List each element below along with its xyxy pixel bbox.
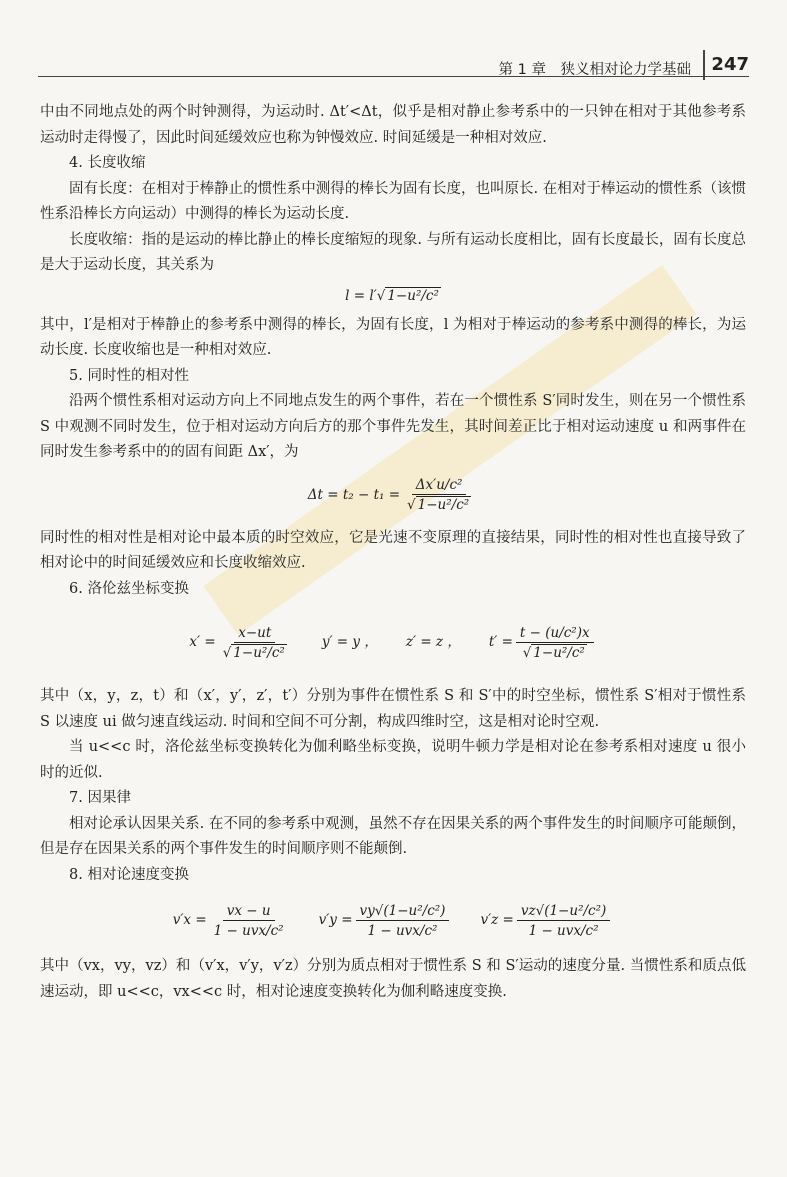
section-heading: 5. 同时性的相对性 bbox=[69, 367, 189, 384]
paragraph: 中由不同地点处的两个时钟测得，为运动时. Δt′<Δt，似乎是相对静止参考系中的一只钟在相对于其他参考系运动时走得慢了，因此时间延缓效应也称为钟慢效应. 时间延缓是一种相对效应. bbox=[40, 104, 746, 146]
fraction: $\frac{\text{t − (u/c²)x}}{\text{√ 1−u²/c²}}$ bbox=[516, 624, 594, 663]
fraction-numerator: vx − u bbox=[223, 902, 275, 921]
fraction-denominator: 1 − uvx/c² bbox=[213, 922, 284, 939]
formula-lhs: t′ = bbox=[488, 634, 513, 651]
fraction-numerator: t − (u/c²)x bbox=[516, 624, 594, 643]
page-body bbox=[40, 100, 746, 1005]
paragraph: 同时性的相对性是相对论中最本质的时空效应，它是光速不变原理的直接结果，同时性的相对性也直接导致了相对论中的时间延缓效应和长度收缩效应. bbox=[40, 529, 746, 571]
paragraph: 其中（vx，vy，vz）和（v′x，v′y，v′z）分别为质点相对于惯性系 S 和 S′运动的速度分量. 当惯性系和质点低速运动，即 u<<c，vx<<c 时，相对论速度变换转化为伽利略速度变换. bbox=[40, 958, 746, 1000]
formula-lhs: l = l′ bbox=[345, 287, 377, 304]
formula-lhs: Δt = t₂ − t₁ = bbox=[307, 486, 401, 503]
fraction-numerator: x−ut bbox=[234, 624, 275, 643]
length-contraction-formula: l = l′√ 1−u²/c² bbox=[345, 287, 439, 304]
paragraph: 长度收缩：指的是运动的棒比静止的棒长度缩短的现象. 与所有运动长度相比，固有长度最长，固有长度总是大于运动长度，其关系为 bbox=[40, 231, 746, 273]
section-heading: 4. 长度收缩 bbox=[69, 155, 146, 171]
fraction-numerator: Δx′u/c² bbox=[412, 476, 467, 495]
fraction: $\frac{x-ut}{\text{√ 1−u²/c²}}$ bbox=[222, 624, 285, 661]
paragraph: 相对论承认因果关系. 在不同的参考系中观测，虽然不存在因果关系的两个事件发生的时间顺序可能颠倒，但是存在因果关系的两个事件发生的时间顺序则不能颠倒. bbox=[40, 815, 746, 857]
fraction-denominator: 1−u²/c² bbox=[233, 644, 285, 661]
header-rule bbox=[38, 76, 749, 77]
page-header bbox=[0, 40, 787, 86]
paragraph: 当 u<<c 时，洛伦兹坐标变换转化为伽利略坐标变换，说明牛顿力学是相对论在参考系相对速度 u 很小时的近似. bbox=[40, 739, 746, 781]
fraction-numerator: vz√(1−u²/c²) bbox=[517, 902, 610, 921]
formula-z: z′ = z ， bbox=[405, 634, 461, 651]
formula-lhs: v′z = bbox=[480, 912, 514, 929]
section-heading: 7. 因果律 bbox=[69, 790, 131, 806]
fraction-denominator: 1 − uvx/c² bbox=[367, 922, 438, 939]
paragraph: 其中（x，y，z，t）和（x′，y′，z′，t′）分别为事件在惯性系 S 和 S′中的时空坐标，惯性系 S′相对于惯性系 S 以速度 ui 做匀速直线运动. 时间和空间不可分割，构成四维时空，这是相对论时空观. bbox=[40, 688, 746, 730]
simultaneity-formula bbox=[40, 468, 746, 524]
fraction-denominator: 1−u²/c² bbox=[533, 644, 585, 661]
section-heading: 6. 洛伦兹坐标变换 bbox=[69, 580, 189, 597]
paragraph: 固有长度：在相对于棒静止的惯性系中测得的棒长为固有长度，也叫原长. 在相对于棒运动的惯性系（该惯性系沿棒长方向运动）中测得的棒长为运动长度. bbox=[40, 180, 746, 222]
fraction-denominator: 1−u²/c² bbox=[417, 497, 470, 513]
formula-lhs: v′x = bbox=[172, 912, 207, 929]
fraction bbox=[210, 902, 288, 941]
chapter-title: 第 1 章 狭义相对论力学基础 bbox=[498, 62, 691, 78]
formula-y: y′ = y ， bbox=[321, 634, 378, 651]
lorentz-transformation bbox=[40, 604, 746, 682]
fraction-numerator: vy√(1−u²/c²) bbox=[356, 902, 450, 921]
paragraph: 其中，l′是相对于棒静止的参考系中测得的棒长，为固有长度，l 为相对于棒运动的参考系中测得的棒长，为运动长度. 长度收缩也是一种相对效应. bbox=[40, 316, 746, 358]
page-number: 247 bbox=[711, 54, 749, 75]
formula-radicand: 1−u²/c² bbox=[387, 287, 439, 304]
fraction bbox=[356, 902, 450, 941]
section-heading: 8. 相对论速度变换 bbox=[69, 866, 189, 883]
paragraph: 沿两个惯性系相对运动方向上不同地点发生的两个事件，若在一个惯性系 S′同时发生，则在另一个惯性系 S 中观测不同时发生，位于相对运动方向后方的那个事件先发生，其时间差正比于相对运动速度 u 和两事件在同时发生参考系中的的固有间距 Δx′，为 bbox=[40, 393, 746, 460]
velocity-transformation bbox=[40, 890, 746, 952]
formula-lhs: v′y = bbox=[318, 912, 353, 929]
fraction bbox=[517, 902, 610, 941]
fraction: $\frac{\text{Δx′u/c²}}{\text{√ 1−u²/c²}}$ bbox=[407, 477, 470, 513]
formula-lhs: x′ = bbox=[189, 634, 216, 651]
fraction-denominator: 1 − uvx/c² bbox=[528, 922, 599, 939]
